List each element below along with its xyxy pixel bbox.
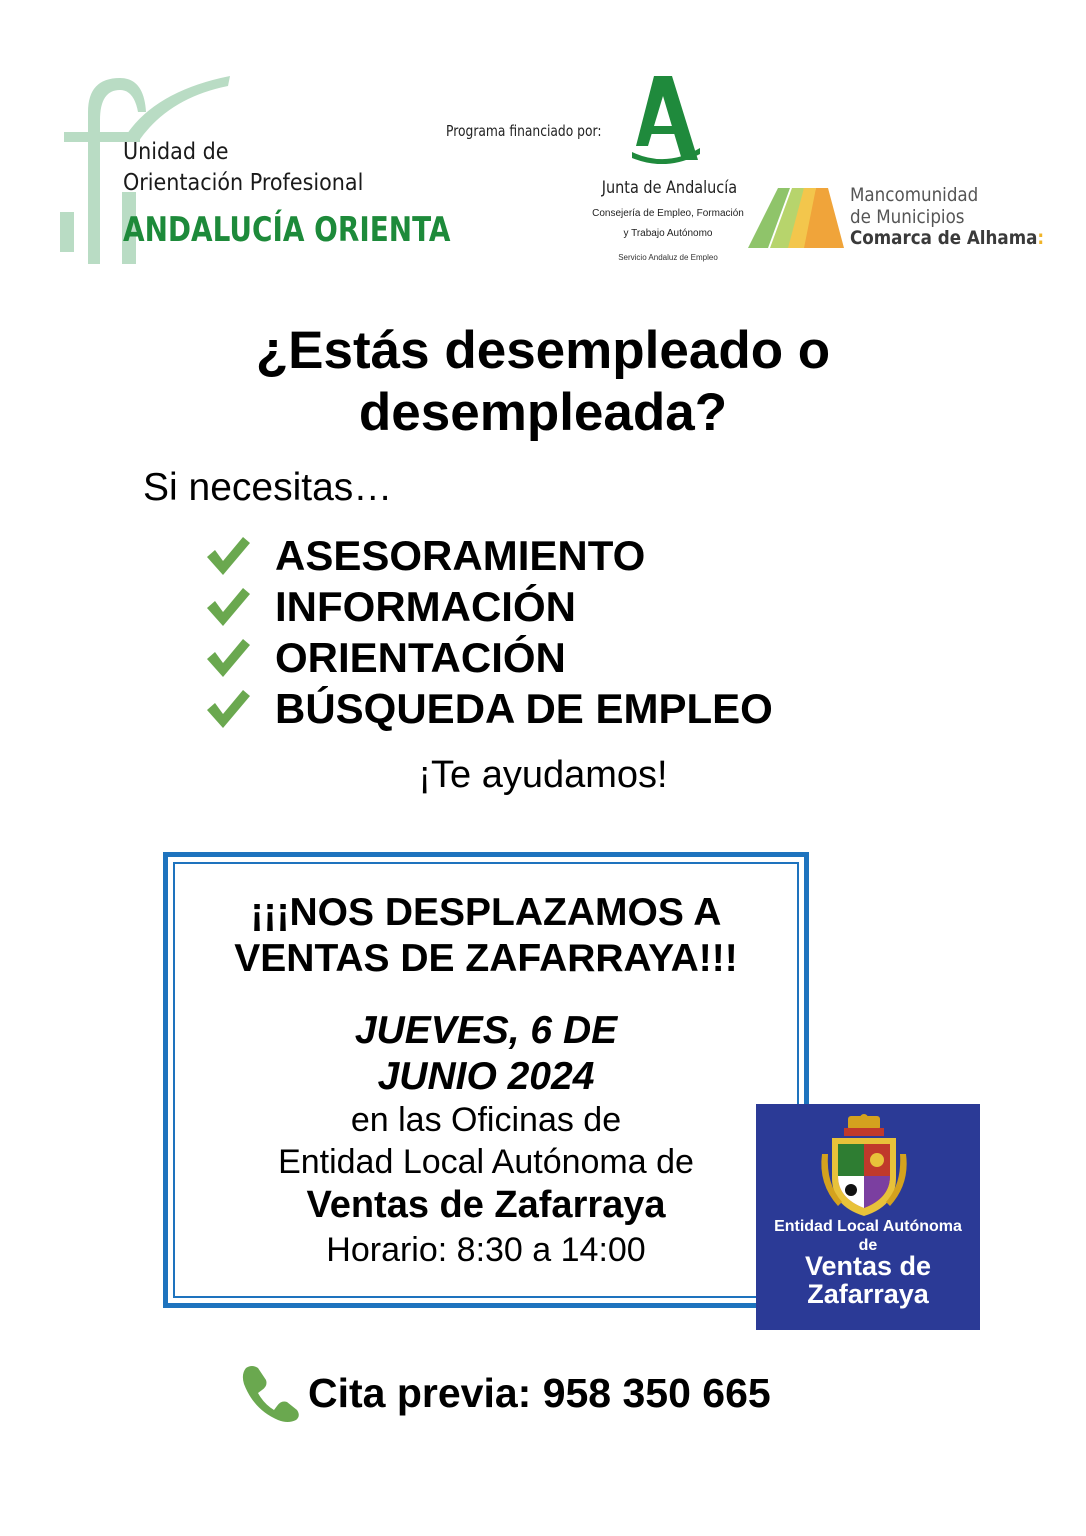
mancomunidad-line1: Mancomunidad (850, 184, 979, 206)
visit-box-title-line2: VENTAS DE ZAFARRAYA!!! (234, 937, 738, 980)
list-item (205, 581, 773, 632)
page-title-line1: ¿Estás desempleado o (255, 321, 831, 380)
phone-icon (240, 1364, 300, 1422)
page-title-line2: desempleada? (358, 383, 728, 442)
ela-line1: Entidad Local Autónoma (774, 1218, 962, 1235)
junta-dept-line1: Consejería de Empleo, Formación (592, 208, 744, 219)
junta-dept-line2: y Trabajo Autónomo (623, 228, 713, 239)
visit-date (173, 1008, 799, 1100)
junta-name: Junta de Andalucía (601, 178, 738, 198)
list-item (205, 683, 773, 734)
check-icon (205, 637, 251, 679)
list-item-label: INFORMACIÓN (275, 582, 576, 630)
list-item-label: ORIENTACIÓN (275, 633, 566, 681)
list-item (205, 530, 773, 581)
ela-line3: Ventas de (804, 1251, 932, 1281)
mancomunidad-line3 (850, 227, 1044, 249)
appointment-phone[interactable]: Cita previa: 958 350 665 (308, 1370, 771, 1416)
intro-text: Si necesitas… (143, 466, 393, 509)
visit-location-line2: Entidad Local Autónoma de (278, 1143, 694, 1181)
services-list (205, 530, 773, 734)
help-text: ¡Te ayudamos! (418, 754, 668, 796)
ela-line2: de (858, 1237, 878, 1254)
list-item (205, 632, 773, 683)
visit-box-title (173, 890, 799, 982)
mancomunidad-colon: : (1037, 227, 1045, 249)
mancomunidad-logo (748, 184, 844, 250)
check-icon (205, 688, 251, 730)
uop-title-line3: ANDALUCÍA ORIENTA (123, 210, 451, 250)
visit-place: Ventas de Zafarraya (306, 1184, 666, 1226)
list-item-label: BÚSQUEDA DE EMPLEO (275, 684, 773, 732)
coat-of-arms-icon (818, 1114, 910, 1218)
visit-hours: Horario: 8:30 a 14:00 (326, 1231, 646, 1269)
list-item-label: ASESORAMIENTO (275, 531, 646, 579)
mancomunidad-line2: de Municipios (850, 206, 965, 228)
uop-title-line2: Orientación Profesional (123, 170, 364, 196)
visit-location-line1: en las Oficinas de (350, 1101, 622, 1139)
mancomunidad-line3-text: Comarca de Alhama (850, 227, 1038, 249)
ela-line4: Zafarraya (807, 1279, 929, 1309)
uop-title-line1: Unidad de (123, 139, 229, 165)
visit-date-line1: JUEVES, 6 DE (354, 1009, 618, 1052)
visit-date-line2: JUNIO 2024 (377, 1055, 595, 1098)
junta-service: Servicio Andaluz de Empleo (618, 253, 718, 262)
funded-by-label: Programa financiado por: (446, 122, 602, 140)
page-title (0, 320, 1086, 444)
junta-andalucia-logo (632, 76, 702, 164)
check-icon (205, 535, 251, 577)
visit-box-title-line1: ¡¡¡NOS DESPLAZAMOS A (250, 891, 722, 934)
check-icon (205, 586, 251, 628)
